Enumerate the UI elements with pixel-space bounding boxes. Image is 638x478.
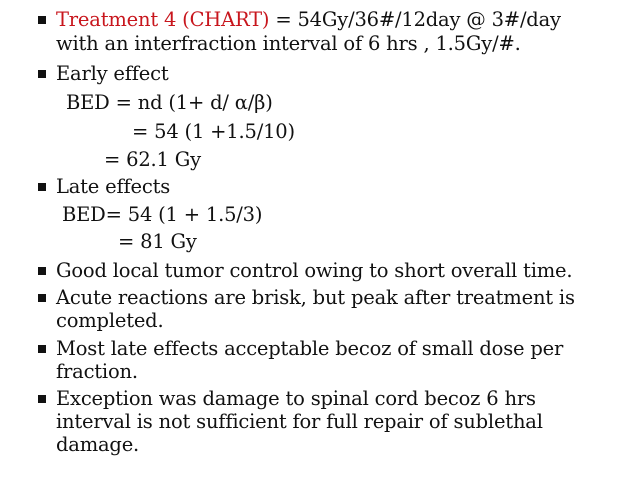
square-bullet-icon [38,70,46,78]
square-bullet-icon [38,395,46,403]
treatment-title: Treatment 4 (CHART) [56,8,270,31]
square-bullet-icon [38,267,46,275]
slide: Treatment 4 (CHART) = 54Gy/36#/12day @ 3#/day with an interfraction interval of 6 hrs , 1.5Gy/#. Early effect BED = nd (1+ d/ α/β) = 54 (1 +1.5/10) = 62.1 Gy Late effects BED= 54 (1 + 1.5/3) = 81 Gy Good local tumor control owing to short overall time. Acute reactions are brisk, but peak after treatment is completed. Most late effects acceptable becoz of small dose per fraction. Exception was damage to spinal cord becoz 6 hrs interval is not sufficient for full repair of sublethal damage. [0,0,638,478]
square-bullet-icon [38,294,46,302]
square-bullet-icon [38,345,46,353]
square-bullet-icon [38,183,46,191]
treatment-schedule: = 54Gy/36#/12day @ 3#/day [269,8,561,31]
square-bullet-icon [38,16,46,24]
